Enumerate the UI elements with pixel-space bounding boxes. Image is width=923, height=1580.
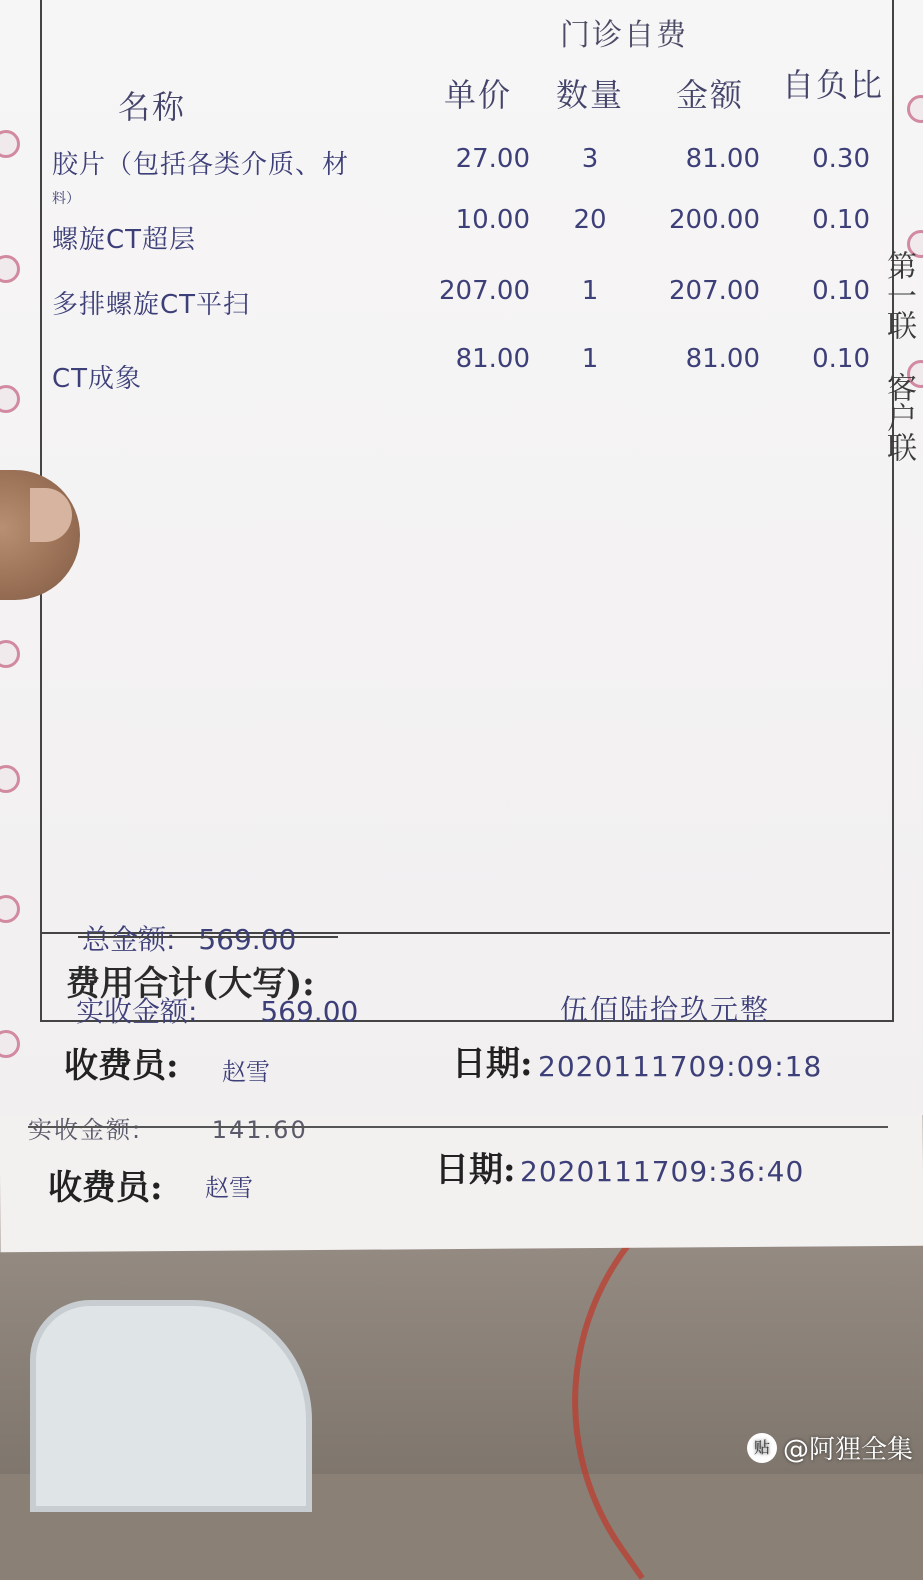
received-amount-label: 实收金额: xyxy=(76,995,198,1028)
item-quantity: 1 xyxy=(581,344,599,374)
date-label: 日期: xyxy=(452,1044,533,1084)
received-amount-value: 569.00 xyxy=(260,995,359,1028)
item-ratio: 0.10 xyxy=(812,205,870,235)
total-amount-value: 569.00 xyxy=(198,923,297,956)
second-slip-date-label: 日期: xyxy=(435,1150,516,1190)
amount-in-words: 伍佰陆拾玖元整 xyxy=(560,993,771,1026)
item-name-continuation: 料） xyxy=(52,191,80,207)
perforation-hole xyxy=(0,765,20,793)
perforation-hole xyxy=(907,95,923,123)
item-name: 螺旋CT超层 xyxy=(52,225,197,255)
second-slip-cashier-label: 收费员: xyxy=(48,1168,163,1208)
perforation-hole xyxy=(0,895,20,923)
item-ratio: 0.10 xyxy=(812,276,870,306)
item-unit-price: 27.00 xyxy=(455,144,530,174)
perforation-hole xyxy=(0,385,20,413)
item-name: 胶片（包括各类介质、材 xyxy=(52,150,350,180)
table-row xyxy=(0,144,923,184)
header-quantity: 数量 xyxy=(556,76,625,114)
item-name: CT成象 xyxy=(52,364,143,394)
table-row xyxy=(0,344,923,394)
item-ratio: 0.30 xyxy=(812,144,870,174)
table-row xyxy=(0,276,923,320)
header-amount: 金额 xyxy=(676,76,745,114)
item-amount: 81.00 xyxy=(685,344,760,374)
item-amount: 200.00 xyxy=(669,205,760,235)
fingernail xyxy=(30,488,72,542)
perforation-hole xyxy=(0,1030,20,1058)
second-slip-received-label: 实收金额: xyxy=(28,1116,143,1144)
table-row xyxy=(0,205,923,255)
total-amount-line xyxy=(82,918,296,958)
watermark-text: @阿狸全集 xyxy=(782,1435,913,1465)
copy-label-customer: 客户联 xyxy=(881,372,916,462)
total-amount-label: 总金额: xyxy=(82,923,176,956)
item-quantity: 20 xyxy=(573,205,607,235)
second-slip-date-value: 2020111709:36:40 xyxy=(520,1155,805,1188)
item-unit-price: 207.00 xyxy=(439,276,530,306)
item-ratio: 0.10 xyxy=(812,344,870,374)
watermark xyxy=(747,1429,913,1466)
header-name: 名称 xyxy=(118,88,187,126)
item-amount: 207.00 xyxy=(669,276,760,306)
shoe xyxy=(30,1300,312,1512)
copy-label-first: 第一联 xyxy=(881,250,916,340)
second-slip-received-value: 141.60 xyxy=(211,1116,308,1144)
item-quantity: 3 xyxy=(581,144,599,174)
receipt-title: 门诊自费 xyxy=(560,18,688,53)
tieba-icon: 贴 xyxy=(747,1433,777,1463)
item-unit-price: 10.00 xyxy=(455,205,530,235)
item-name: 多排螺旋CT平扫 xyxy=(52,290,251,320)
total-caps-label: 费用合计(大写): xyxy=(66,964,315,1004)
perforation-hole xyxy=(0,640,20,668)
cashier-label: 收费员: xyxy=(64,1046,179,1086)
second-slip-cashier-name: 赵雪 xyxy=(205,1174,253,1202)
date-value: 2020111709:09:18 xyxy=(538,1050,823,1083)
header-unit-price: 单价 xyxy=(444,76,513,114)
total-strike-line xyxy=(78,936,338,938)
header-self-pay-ratio: 自负比 xyxy=(782,66,885,104)
item-quantity: 1 xyxy=(581,276,599,306)
received-amount-line xyxy=(76,990,358,1030)
item-unit-price: 81.00 xyxy=(455,344,530,374)
cashier-name: 赵雪 xyxy=(222,1058,270,1086)
item-amount: 81.00 xyxy=(685,144,760,174)
